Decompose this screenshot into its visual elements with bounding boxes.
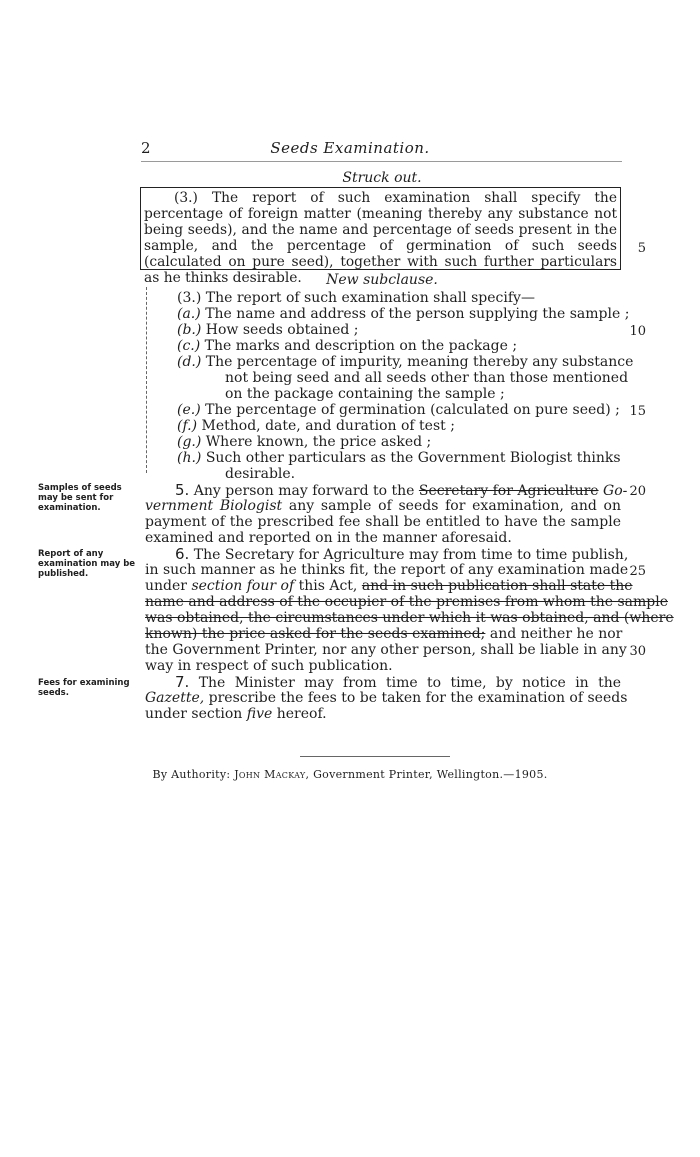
section-6-line: way in respect of such publication. [145, 658, 393, 674]
running-title: Seeds Examination. [270, 139, 430, 157]
section-6-line: under section four of this Act, and in such publication shall state the [145, 578, 633, 594]
new-subclause-bar [146, 287, 147, 473]
margin-note-fees: Fees for examining seeds. [38, 678, 130, 698]
line-number: 20 [629, 484, 646, 499]
section-5-line: vernment Biologist any sample of seeds for examination, and on [145, 498, 622, 514]
list-item: (c.) The marks and description on the package ; [177, 338, 518, 354]
list-item: (h.) Such other particulars as the Government Biologist thinks [177, 450, 621, 466]
margin-note-samples: Samples of seeds may be sent for examination. [38, 483, 122, 513]
list-item-continuation: on the package containing the sample ; [225, 386, 505, 402]
section-5-line: 5. Any person may forward to the Secretary for Agriculture Go- [175, 481, 628, 499]
section-5-line: payment of the prescribed fee shall be entitled to have the sample [145, 514, 621, 530]
line-number: 30 [629, 644, 646, 659]
section-7-line: Gazette, prescribe the fees to be taken for the examination of seeds [145, 690, 628, 706]
list-item: (a.) The name and address of the person supplying the sample ; [177, 306, 630, 322]
section-6-line: 6. The Secretary for Agriculture may from time to time publish, [175, 545, 629, 563]
list-item: (g.) Where known, the price asked ; [177, 434, 432, 450]
printer-imprint: By Authority: John Mackay, Government Printer, Wellington.—1905. [152, 768, 548, 781]
header-rule [141, 161, 622, 162]
list-item: (f.) Method, date, and duration of test ; [177, 418, 455, 434]
section-6-line: known) the price asked for the seeds examined; and neither he nor [145, 626, 623, 642]
section-6-line: the Government Printer, nor any other person, shall be liable in any [145, 642, 627, 658]
list-item: (e.) The percentage of germination (calculated on pure seed) ; [177, 402, 620, 418]
new-subclause-intro: (3.) The report of such examination shall specify— [177, 290, 535, 306]
list-item: (b.) How seeds obtained ; [177, 322, 359, 338]
line-number: 5 [637, 241, 646, 256]
section-5-line: examined and reported on in the manner aforesaid. [145, 530, 512, 546]
struck-out-label: Struck out. [342, 170, 422, 186]
page-number: 2 [141, 139, 151, 157]
section-6-line: in such manner as he thinks fit, the report of any examination made [145, 562, 629, 578]
line-number: 10 [629, 324, 646, 339]
section-7-line: 7. The Minister may from time to time, by notice in the [175, 673, 621, 691]
section-6-line: name and address of the occupier of the premises from whom the sample [145, 594, 668, 610]
line-number: 15 [629, 404, 646, 419]
list-item-continuation: not being seed and all seeds other than those mentioned [225, 370, 629, 386]
section-7-line: under section five hereof. [145, 706, 327, 722]
list-item: (d.) The percentage of impurity, meaning thereby any substance [177, 354, 634, 370]
line-number: 25 [629, 564, 646, 579]
section-6-line: was obtained, the circumstances under which it was obtained, and (where [145, 610, 674, 626]
footer-rule [300, 756, 450, 757]
margin-note-report: Report of any examination may be published. [38, 549, 136, 579]
new-subclause-label: New subclause. [326, 272, 438, 288]
struck-out-text: (3.) The report of such examination shall specify the percentage of foreign matter (meaning thereby any substance not being seeds), and the name and percentage of seeds present in the sample, and the percentage of germination of such seeds (calculated on pure seed), together with such further particulars as he thinks desirable. [144, 190, 617, 286]
list-item-continuation: desirable. [225, 466, 296, 482]
